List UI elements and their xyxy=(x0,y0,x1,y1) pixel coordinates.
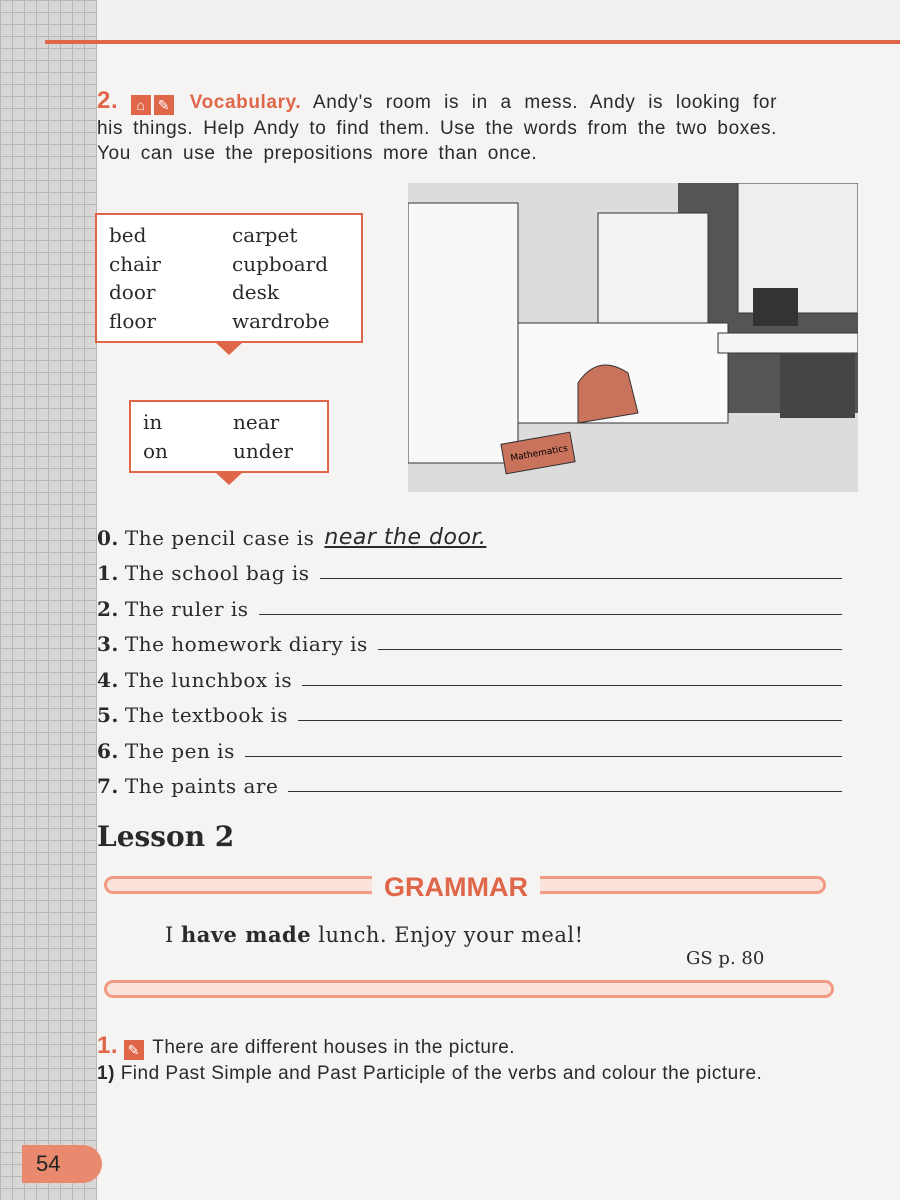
lesson-heading: Lesson 2 xyxy=(97,820,235,853)
house-icon: ⌂ xyxy=(131,95,151,115)
answer-blank[interactable] xyxy=(320,578,842,579)
exercise-1: 1. ✎ There are different houses in the picture. 1) Find Past Simple and Past Participle of the verbs and colour the picture. xyxy=(97,1032,763,1084)
page-number: 54 xyxy=(22,1145,102,1183)
graph-paper-margin xyxy=(0,0,97,1200)
example-answer: near the door. xyxy=(324,524,487,550)
top-rule xyxy=(45,40,900,44)
answer-blank[interactable] xyxy=(378,649,842,650)
exercise-2-instructions: 2. ⌂ ✎ Vocabulary. Andy's room is in a mess. Andy is looking for his things. Help Andy to find them. Use the words from the two boxes. You can use the prepositions more than once. xyxy=(97,87,777,164)
answer-blank[interactable] xyxy=(245,756,842,757)
answer-blank[interactable] xyxy=(259,614,842,615)
answer-blank[interactable] xyxy=(298,720,842,721)
prepositions-box: in near on under xyxy=(129,400,329,473)
sentence-5: 5. The textbook is xyxy=(97,692,842,728)
sentence-7: 7. The paints are xyxy=(97,763,842,799)
grammar-title: GRAMMAR xyxy=(372,872,540,903)
grammar-band-bottom xyxy=(104,980,834,998)
sentence-3: 3. The homework diary is xyxy=(97,621,842,657)
sentence-1: 1. The school bag is xyxy=(97,550,842,586)
answer-blank[interactable] xyxy=(288,791,842,792)
answer-blank[interactable] xyxy=(302,685,842,686)
sentence-4: 4. The lunchbox is xyxy=(97,656,842,692)
nouns-box: bed carpet chair cupboard door desk floor wardrobe xyxy=(95,213,363,343)
pencil-icon: ✎ xyxy=(124,1040,144,1060)
sentence-6: 6. The pen is xyxy=(97,727,842,763)
room-illustration xyxy=(408,183,858,492)
grammar-reference: GS p. 80 xyxy=(686,948,765,969)
sentence-0: 0. The pencil case is near the door. xyxy=(97,524,487,550)
grammar-example: I have made lunch. Enjoy your meal! xyxy=(165,922,584,947)
pencil-icon: ✎ xyxy=(154,95,174,115)
sentence-list xyxy=(97,514,842,798)
book-label: Mathematics xyxy=(509,443,569,464)
sentence-2: 2. The ruler is xyxy=(97,585,842,621)
